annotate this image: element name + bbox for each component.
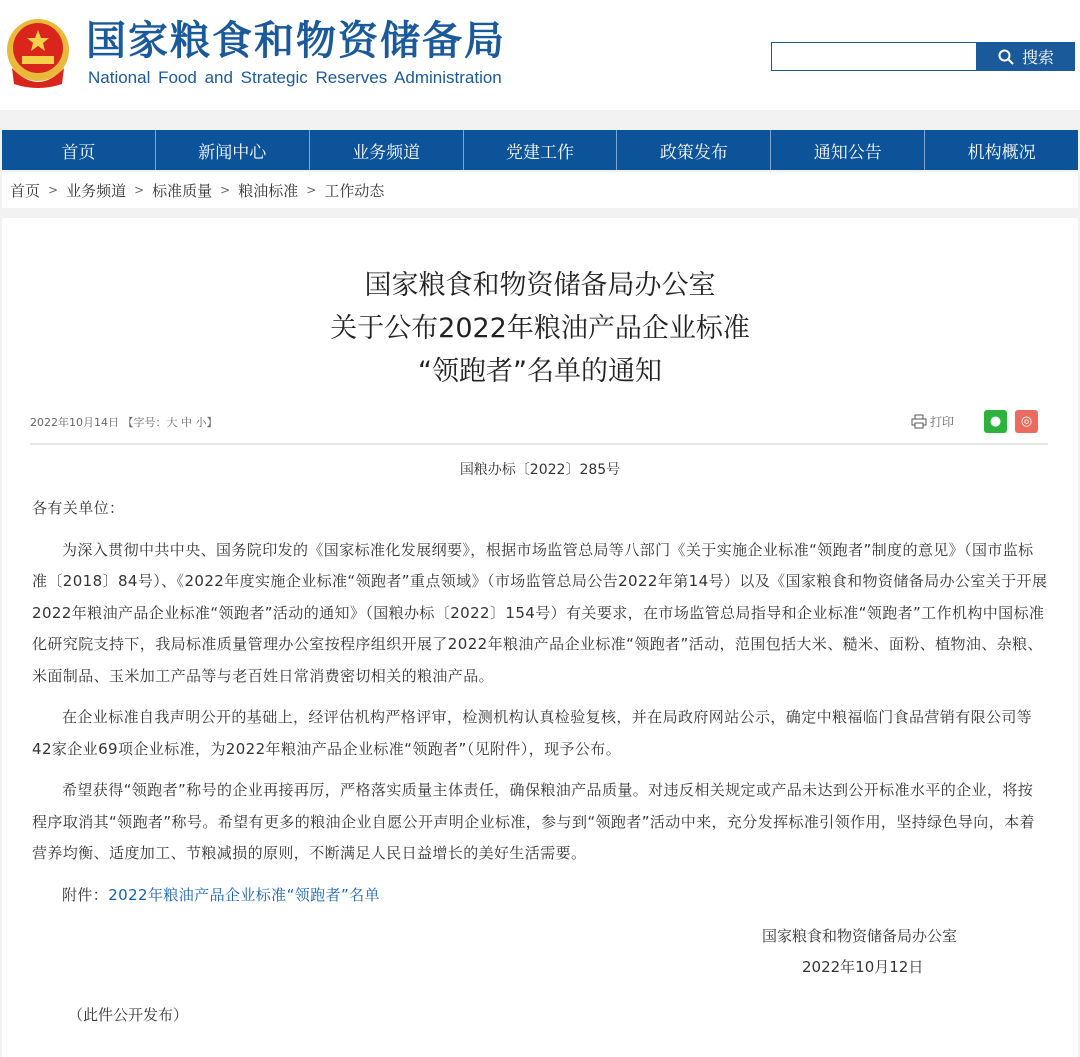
- attachment: [32, 880, 1048, 912]
- paragraph: 为深入贯彻中共中央、国务院印发的《国家标准化发展纲要》，根据市场监管总局等八部门《关于实施企业标准“领跑者”制度的意见》（国市监标准〔2018〕84号）、《2022年度实施企业标准“领跑者”重点领域》（市场监管总局公告2022年第14号）以及《国家粮食和物资储备局办公室关于开展2022年粮油产品企业标准“领跑者”活动的通知》（国粮办标〔2022〕154号）有关要求，在市场监管总局指导和企业标准“领跑者”工作机构中国标准化研究院支持下，我局标准质量管理办公室按程序组织开展了2022年粮油产品企业标准“领跑者”活动，范围包括大米、糙米、面粉、植物油、杂粮、米面制品、玉米加工产品等与老百姓日常消费密切相关的粮油产品。: [32, 540, 1048, 685]
- salutation: 各有关单位：: [32, 499, 125, 517]
- title-line: 关于公布2022年粮油产品企业标准: [330, 313, 750, 344]
- nav-item-about[interactable]: 机构概况: [967, 142, 1036, 163]
- font-size-end: 】: [206, 415, 218, 429]
- print-label: 打印: [929, 415, 954, 429]
- breadcrumb-separator: >: [48, 183, 59, 197]
- breadcrumb-item[interactable]: 工作动态: [324, 181, 385, 200]
- search-button[interactable]: [977, 42, 1075, 71]
- document-number: 国粮办标〔2022〕285号: [459, 462, 621, 478]
- article-tools: [911, 410, 1038, 433]
- breadcrumb-separator: >: [220, 183, 231, 197]
- article-meta: [30, 414, 218, 430]
- nav-item-news[interactable]: 新闻中心: [156, 130, 310, 170]
- nav-item-policy[interactable]: 政策发布: [617, 130, 771, 170]
- site-title: 国家粮食和物资储备局: [86, 17, 506, 64]
- title-line: “领跑者”名单的通知: [418, 356, 662, 387]
- nav-item-business[interactable]: 业务频道: [310, 130, 464, 170]
- font-size-small[interactable]: 小: [195, 415, 207, 429]
- article-meta-row: [30, 410, 1048, 445]
- print-button[interactable]: [911, 413, 954, 430]
- publish-date: 2022年10月14日: [30, 415, 119, 429]
- wechat-share-icon[interactable]: ●: [984, 410, 1007, 433]
- weibo-share-icon[interactable]: ◎: [1015, 410, 1038, 433]
- printer-icon: [911, 414, 927, 429]
- search-bar: [771, 42, 1075, 71]
- font-size-large[interactable]: 大: [166, 415, 178, 429]
- site-title-english: National Food and Strategic Reserves Administration: [88, 68, 502, 87]
- title-line: 国家粮食和物资储备局办公室: [364, 270, 716, 301]
- publication-note: （此件公开发布）: [68, 1006, 189, 1024]
- breadcrumb-item[interactable]: 粮油标准: [238, 181, 299, 200]
- nav-item-party[interactable]: 党建工作: [464, 130, 618, 170]
- nav-item-notices[interactable]: 通知公告: [771, 130, 925, 170]
- breadcrumb-item[interactable]: 标准质量: [152, 181, 213, 200]
- signer: 国家粮食和物资储备局办公室: [762, 927, 958, 945]
- main-nav: [2, 130, 1078, 170]
- breadcrumb: [2, 172, 1078, 208]
- attachment-label: 附件：: [62, 885, 109, 904]
- attachment-link[interactable]: 2022年粮油产品企业标准“领跑者”名单: [108, 885, 380, 904]
- article-body: [32, 493, 1048, 911]
- font-size-label: 【字号：: [122, 415, 167, 429]
- site-header: [0, 0, 1080, 110]
- font-size-medium[interactable]: 中: [181, 415, 192, 429]
- national-emblem-logo[interactable]: [4, 18, 72, 92]
- paragraph: 希望获得“领跑者”称号的企业再接再厉，严格落实质量主体责任，确保粮油产品质量。对违反相关规定或产品未达到公开标准水平的企业，将按程序取消其“领跑者”称号。希望有更多的粮油企业自愿公开声明企业标准，参与到“领跑者”活动中来，充分发挥标准引领作用，坚持绿色导向，本着营养均衡、适度加工、节粮减损的原则，不断满足人民日益增长的美好生活需要。: [32, 781, 1035, 862]
- article-title: [32, 264, 1048, 393]
- nav-item-home[interactable]: 首页: [2, 130, 156, 170]
- article: [2, 218, 1078, 1057]
- paragraph: 在企业标准自我声明公开的基础上，经评估机构严格评审，检测机构认真检验复核，并在局政府网站公示，确定中粮福临门食品营销有限公司等42家企业69项企业标准，为2022年粮油产品企业标准“领跑者”（见附件），现予公布。: [32, 708, 1033, 758]
- search-icon: [998, 49, 1014, 65]
- breadcrumb-separator: >: [306, 183, 317, 197]
- breadcrumb-item[interactable]: 首页: [10, 181, 41, 200]
- search-button-label: 搜索: [1021, 48, 1054, 67]
- breadcrumb-separator: >: [134, 183, 145, 197]
- sign-date: 2022年10月12日: [802, 958, 924, 976]
- breadcrumb-item[interactable]: 业务频道: [66, 181, 127, 200]
- search-input[interactable]: [771, 42, 977, 71]
